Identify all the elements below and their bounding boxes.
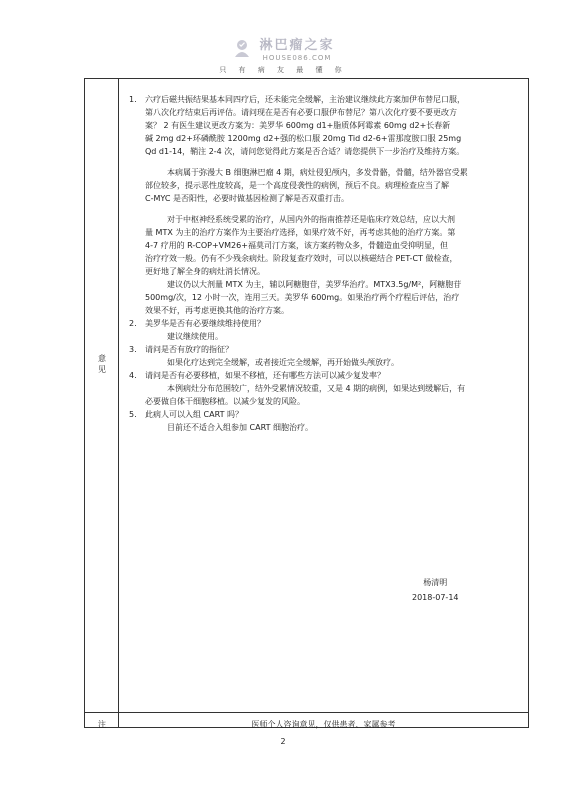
signature-date: 2018-07-14: [412, 593, 459, 602]
logo-slogan: 只 有 病 友 最 懂 你: [219, 66, 347, 74]
heart-logo-icon: [231, 37, 253, 59]
question-5: 5. 此病人可以入组 CART 吗？: [129, 410, 244, 419]
logo: [0, 34, 566, 62]
page-number: 2: [280, 737, 286, 746]
opinion-table: [84, 78, 529, 728]
answer-3: 如果化疗达到完全缓解，或者接近完全缓解，再开始做头颅放疗。: [167, 358, 399, 367]
signature: [412, 575, 459, 605]
opinion-label: 意 见: [98, 354, 106, 374]
note-label: 注: [98, 720, 106, 729]
answer-4: 本例病灶分布范围较广，结外受累情况较重，又是 4 期的病例，如果达到缓解后，有 必要做自体干细胞移植。以减少复发的风险。: [145, 384, 466, 406]
site-header: [0, 34, 566, 75]
label-column: [85, 79, 119, 727]
answer-5: 目前还不适合入组参加 CART 细胞治疗。: [167, 423, 314, 432]
opinion-content: [129, 93, 521, 434]
answer-1-paragraph-1: 本病属于弥漫大 B 细胞淋巴瘤 4 期，病灶侵犯颅内，多发骨骼，骨髓，结外器官受累 部位较多，提示恶性度较高，是一个高度侵袭性的病例，预后不良。病理检查应当了解 C-MYC 是否阳性，必要时做基因检测了解是否双重打击。: [145, 168, 468, 203]
question-1: 1. 六疗后磁共振结果基本同四疗后，还未能完全缓解，主治建议继续此方案加伊布替尼口服， 第八次化疗结束后再评估。请问现在是否有必要口服伊布替尼？第八次化疗要不要更改方 案？ 2 有医生建议更改方案为：美罗华 600mg d1+脂质体阿霉素 60mg d2+长春新 碱 2mg d2+环磷酰胺 1200mg d2+强的松口服 20mg Tid d2-6+雷那度胺口服 25mg Qd d1-14，鞘注 2-4 次，请问您觉得此方案是否合适？请您提供下一步治疗及维持方案。: [129, 95, 465, 156]
disclaimer-note: 医师个人咨询意见，仅供患者、家属参考: [251, 720, 396, 729]
question-4: 4. 请问是否有必要移植，如果不移植，还有哪些方法可以减少复发率？: [129, 371, 385, 380]
logo-text: 淋巴瘤之家: [259, 38, 335, 53]
logo-url: HOUSE086.COM: [262, 54, 332, 62]
note-divider: [85, 712, 528, 713]
answer-1-paragraph-3: 建议仍以大剂量 MTX 为主，辅以阿糖胞苷，美罗华治疗。MTX3.5g/M²，阿糖胞苷 500mg/次，12 小时一次，连用三天。美罗华 600mg。如果治疗两个疗程后评估，治疗 效果不好，再考虑更换其他的治疗方案。: [145, 280, 462, 315]
answer-1-paragraph-2: 对于中枢神经系统受累的治疗，从国内外的指南推荐还是临床疗效总结，应以大剂 量 MTX 为主的治疗方案作为主要治疗选择，如果疗效不好，再考虑其他的治疗方案。第 4-7 疗用的 R-COP+VM26+福莫司汀方案，该方案药物众多，骨髓造血受抑明显，但 治疗疗效一般。仍有不少残余病灶。阶段复查疗效时，可以以核磁结合 PET-CT 做检查， 更好地了解全身的病灶消长情况。: [145, 215, 458, 276]
doctor-name: 杨清明: [423, 578, 448, 587]
question-3: 3. 请问是否有放疗的指征？: [129, 345, 233, 354]
answer-2: 建议继续使用。: [167, 332, 223, 341]
question-2: 2. 美罗华是否有必要继续维持使用？: [129, 319, 265, 328]
